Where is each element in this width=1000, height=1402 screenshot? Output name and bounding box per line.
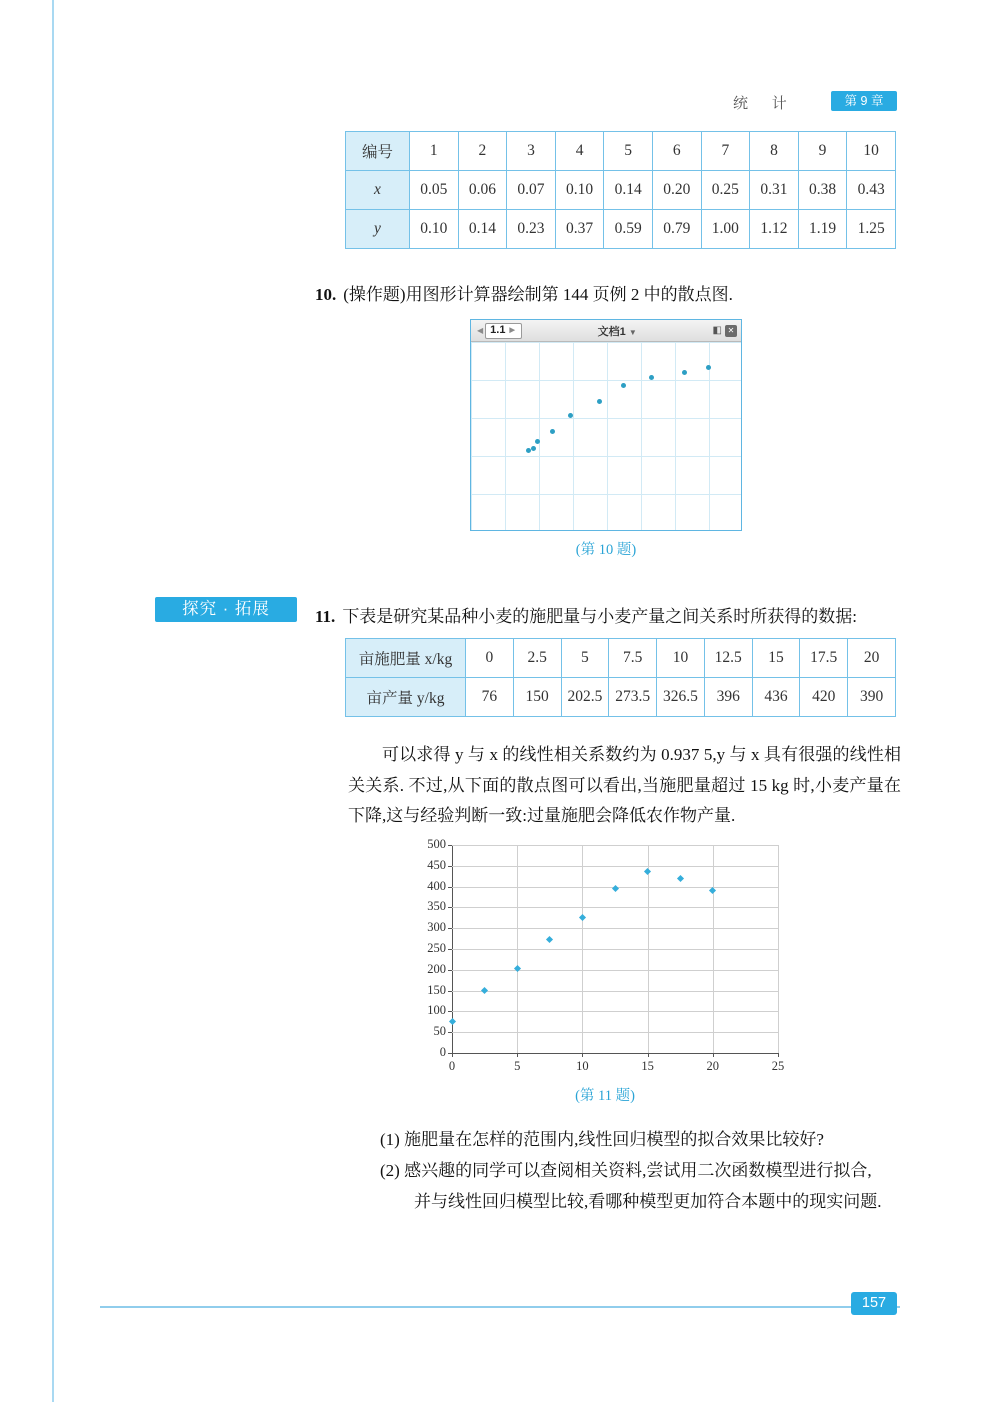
question-2-label: (2) (380, 1161, 400, 1180)
scatter-point (682, 370, 687, 375)
question-1 (380, 1124, 925, 1155)
gridline-horizontal (452, 970, 778, 971)
problem-11 (315, 603, 905, 631)
problem-10-number: 10. (315, 285, 337, 304)
question-1-text: 施肥量在怎样的范围内,线性回归模型的拟合效果比较好? (404, 1130, 824, 1149)
table-cell: 0.10 (555, 171, 604, 210)
footer-rule (100, 1306, 900, 1308)
scatter-point (579, 914, 586, 921)
x-tick-label: 15 (641, 1059, 654, 1073)
document-title-text: 文档1 (597, 325, 626, 338)
y-tick (448, 970, 452, 971)
y-tick (448, 949, 452, 950)
row-header: x (346, 171, 410, 210)
table-row (346, 639, 896, 678)
page-next-icon: ▶ (509, 327, 515, 334)
table-cell: 0.07 (507, 171, 556, 210)
scatter-point (709, 887, 716, 894)
table-cell: 202.5 (561, 678, 609, 717)
table-cell: 0.10 (410, 210, 459, 249)
scatter-point (546, 936, 553, 943)
table-cell: 390 (848, 678, 896, 717)
row-header: 亩施肥量 x/kg (346, 639, 466, 678)
y-tick (448, 928, 452, 929)
table-cell: 326.5 (657, 678, 705, 717)
calculator-toolbar (471, 320, 741, 342)
analysis-paragraph: 可以求得 y 与 x 的线性相关系数约为 0.937 5,y 与 x 具有很强的线性相关关系. 不过,从下面的散点图可以看出,当施肥量超过 15 kg 时,小麦产量在下降,这与经验判断一致:过量施肥会降低农作物产量. (348, 745, 901, 825)
table-row (346, 132, 896, 171)
scatter-point (649, 375, 654, 380)
table-row (346, 171, 896, 210)
gridline-horizontal (452, 845, 778, 846)
scatter-point (677, 875, 684, 882)
scatter-point (448, 1018, 455, 1025)
question-2 (380, 1155, 925, 1186)
calculator-plot (471, 342, 741, 530)
scatter-point (621, 383, 626, 388)
table-cell: 0.14 (604, 171, 653, 210)
tab-1-1 (485, 323, 522, 339)
y-tick-label: 300 (427, 920, 446, 935)
scatter-point (535, 439, 540, 444)
y-tick (448, 991, 452, 992)
window-icon: ◧ (712, 325, 722, 336)
figure-10-caption: (第 10 题) (575, 542, 637, 558)
x-tick (778, 1053, 779, 1057)
table-cell: 0.23 (507, 210, 556, 249)
table-cell: 0.38 (798, 171, 847, 210)
table-cell: 20 (848, 639, 896, 678)
table-cell: 436 (752, 678, 800, 717)
table-cell: 10 (847, 132, 896, 171)
y-tick-label: 500 (427, 837, 446, 851)
page-number-badge: 157 (851, 1292, 897, 1315)
y-tick-label: 400 (427, 878, 446, 893)
dropdown-icon: ▼ (628, 327, 637, 337)
table-cell: 420 (800, 678, 848, 717)
y-tick-label: 150 (427, 982, 446, 997)
y-tick-label: 200 (427, 961, 446, 976)
table-row (346, 210, 896, 249)
x-tick-label: 5 (514, 1059, 521, 1073)
explore-expand-badge: 探究 · 拓展 (155, 597, 297, 622)
gridline-horizontal (452, 866, 778, 867)
table-cell: 396 (704, 678, 752, 717)
table-cell: 9 (798, 132, 847, 171)
y-tick (448, 866, 452, 867)
tab-label: 1.1 (490, 324, 506, 336)
table-cell: 0.37 (555, 210, 604, 249)
scatter-point (550, 429, 555, 434)
row-header: y (346, 210, 410, 249)
row-header: 亩产量 y/kg (346, 678, 466, 717)
gridline-horizontal (452, 1032, 778, 1033)
table-cell: 2.5 (513, 639, 561, 678)
gridline-horizontal (452, 949, 778, 950)
row-header: 编号 (346, 132, 410, 171)
scatter-point (531, 446, 536, 451)
problem-10-text: (操作题)用图形计算器绘制第 144 页例 2 中的散点图. (343, 285, 733, 304)
table-cell: 8 (750, 132, 799, 171)
y-tick-label: 350 (427, 899, 446, 914)
table-cell: 0.06 (458, 171, 507, 210)
table-cell: 0.25 (701, 171, 750, 210)
problem-11-number: 11. (315, 607, 336, 626)
table-cell: 150 (513, 678, 561, 717)
table-row (346, 678, 896, 717)
table-cell: 0.59 (604, 210, 653, 249)
table-cell: 273.5 (609, 678, 657, 717)
y-tick (448, 887, 452, 888)
y-tick-label: 100 (427, 1003, 446, 1018)
table-cell: 76 (466, 678, 514, 717)
figure-11-caption: (第 11 题) (575, 1088, 635, 1104)
table-cell: 12.5 (704, 639, 752, 678)
table-cell: 2 (458, 132, 507, 171)
table-cell: 0.14 (458, 210, 507, 249)
table-cell: 3 (507, 132, 556, 171)
x-tick-label: 0 (448, 1059, 456, 1073)
y-tick (448, 845, 452, 846)
table-cell: 7 (701, 132, 750, 171)
x-tick-label: 10 (576, 1059, 589, 1073)
gridline-horizontal (452, 991, 778, 992)
table-cell: 0.79 (652, 210, 701, 249)
data-table-11 (345, 638, 896, 717)
table-cell: 1.19 (798, 210, 847, 249)
table-cell: 1.00 (701, 210, 750, 249)
table-cell: 0.31 (750, 171, 799, 210)
problem-11-text: 下表是研究某品种小麦的施肥量与小麦产量之间关系时所获得的数据: (342, 607, 858, 626)
table-cell: 6 (652, 132, 701, 171)
table-cell: 0.20 (652, 171, 701, 210)
scatter-point (706, 365, 711, 370)
table-cell: 4 (555, 132, 604, 171)
running-head-subject: 统 计 (733, 96, 787, 112)
scatter-point (481, 987, 488, 994)
gridline-horizontal (452, 1011, 778, 1012)
gridline-vertical (778, 845, 779, 1053)
table-cell: 0.05 (410, 171, 459, 210)
table-cell: 5 (604, 132, 653, 171)
table-cell: 0.43 (847, 171, 896, 210)
y-tick (448, 1011, 452, 1012)
table-cell: 10 (657, 639, 705, 678)
question-2-text: 感兴趣的同学可以查阅相关资料,尝试用二次函数模型进行拟合, (404, 1161, 872, 1180)
table-cell: 17.5 (800, 639, 848, 678)
gridline-horizontal (452, 907, 778, 908)
sub-questions (380, 1124, 925, 1217)
table-cell: 15 (752, 639, 800, 678)
x-tick-label: 20 (706, 1059, 720, 1073)
y-tick (448, 1032, 452, 1033)
table-cell: 0 (466, 639, 514, 678)
problem-10 (315, 281, 905, 309)
y-tick-label: 50 (433, 1024, 446, 1039)
chart-plot (427, 837, 785, 1073)
table-cell: 1.25 (847, 210, 896, 249)
scatter-point (526, 448, 531, 453)
gridline-horizontal (452, 1053, 778, 1054)
y-tick-label: 250 (427, 941, 446, 955)
x-tick-label: 25 (771, 1059, 785, 1073)
y-tick (448, 907, 452, 908)
y-tick (448, 1053, 452, 1054)
scatter-point (568, 413, 573, 418)
y-tick-label: 0 (439, 1045, 446, 1059)
data-table-10 (345, 131, 896, 249)
y-tick-label: 450 (427, 857, 446, 872)
table-cell: 1 (410, 132, 459, 171)
table-cell: 7.5 (609, 639, 657, 678)
question-1-label: (1) (380, 1130, 400, 1149)
scatter-point (644, 868, 651, 875)
calculator-screenshot (470, 319, 742, 531)
scatter-point (514, 965, 521, 972)
chapter-badge: 第 9 章 (831, 91, 897, 111)
scatter-point (597, 399, 602, 404)
system-tray (713, 325, 737, 337)
left-margin-rule (52, 0, 54, 1402)
close-icon: ✕ (725, 325, 737, 337)
page-prev-icon: ◀ (477, 326, 484, 335)
gridline-horizontal (452, 928, 778, 929)
question-2-continued: 并与线性回归模型比较,看哪种模型更加符合本题中的现实问题. (414, 1192, 882, 1211)
table-cell: 5 (561, 639, 609, 678)
table-cell: 1.12 (750, 210, 799, 249)
document-title (522, 323, 713, 339)
